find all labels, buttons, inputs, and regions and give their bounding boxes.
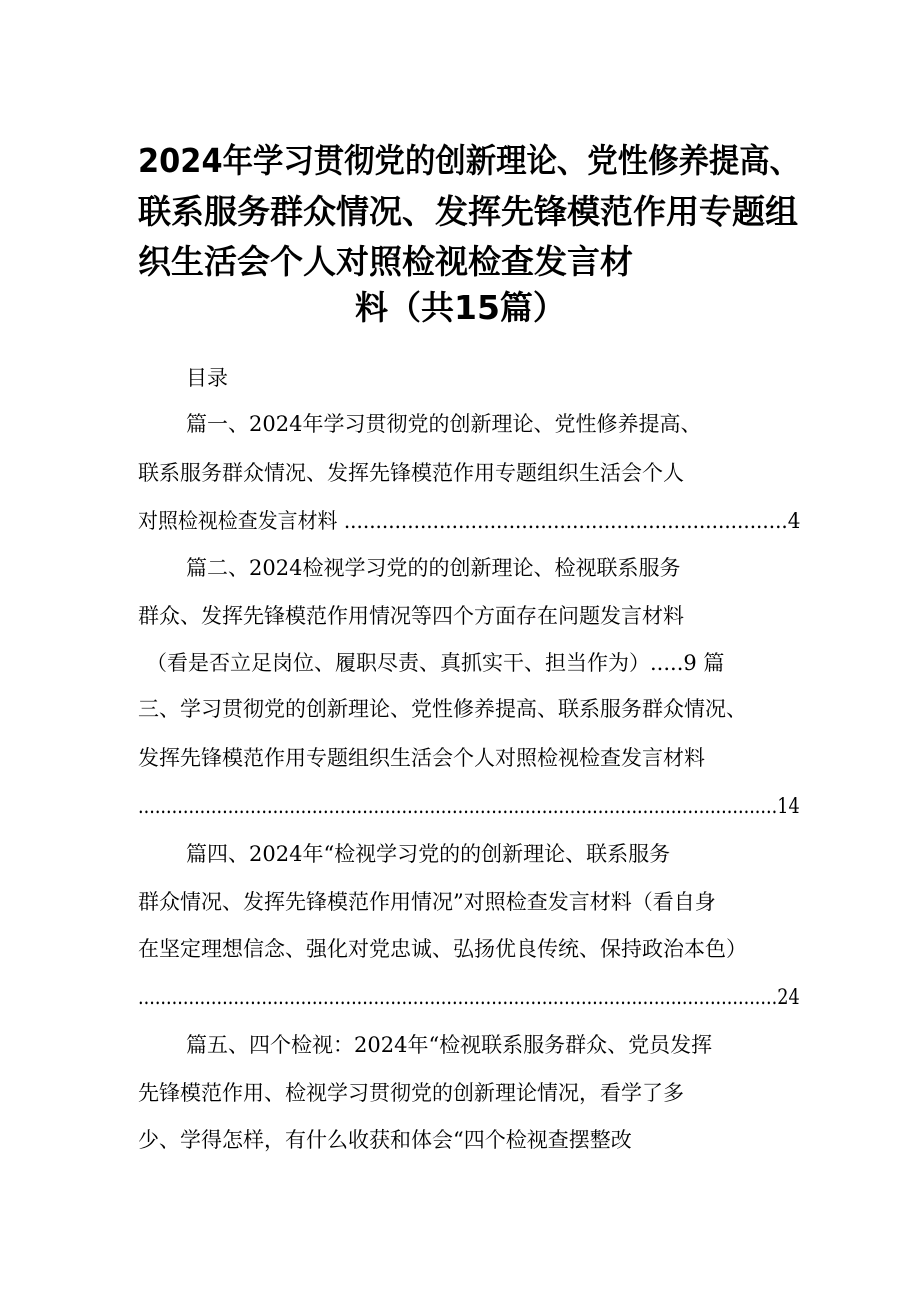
toc-entry-5-line-2: 先锋模范作用、检视学习贯彻党的创新理论情况，看学了多 (138, 1081, 684, 1105)
toc-entry-1-line-3: 对照检视检查发言材料 ......................................................................4 (138, 509, 801, 533)
toc-entry-3-line-3: ..................................................................................................................14 (138, 794, 800, 818)
toc-entry-5-line-3: 少、学得怎样，有什么收获和体会“四个检视查摆整改 (138, 1128, 632, 1152)
toc-entry-4-line-2: 群众情况、发挥先锋模范作用情况”对照检查发言材料（看自身 (138, 890, 716, 914)
toc-entry-1-line-1: 篇一、2024年学习贯彻党的创新理论、党性修养提高、 (186, 412, 702, 436)
toc-entry-2-line-3: （看是否立足岗位、履职尽责、真抓实干、担当作为）.....9 篇 (146, 651, 725, 675)
toc-entry-2-line-1: 篇二、2024检视学习党的的创新理论、检视联系服务 (186, 556, 681, 580)
document-title-line-2: 联系服务群众情况、发挥先锋模范作用专题组 (138, 192, 798, 231)
toc-heading: 目录 (186, 366, 228, 390)
toc-entry-4-line-3: 在坚定理想信念、强化对党忠诚、弘扬优良传统、保持政治本色） (138, 937, 747, 961)
toc-entry-2-line-2: 群众、发挥先锋模范作用情况等四个方面存在问题发言材料 (138, 604, 684, 628)
toc-entry-4-line-1: 篇四、2024年“检视学习党的的创新理论、联系服务 (186, 842, 671, 866)
toc-entry-4-line-4: ..................................................................................................................24 (138, 985, 800, 1009)
toc-entry-5-line-1: 篇五、四个检视：2024年“检视联系服务群众、党员发挥 (186, 1033, 713, 1057)
toc-entry-1-line-2: 联系服务群众情况、发挥先锋模范作用专题组织生活会个人 (138, 461, 684, 485)
document-title-line-1: 2024年学习贯彻党的创新理论、党性修养提高、 (138, 141, 801, 180)
document-title-line-4: 料（共15篇） (355, 288, 566, 327)
toc-entry-3-line-1: 三、学习贯彻党的创新理论、党性修养提高、联系服务群众情况、 (138, 697, 747, 721)
document-title-line-3: 织生活会个人对照检视检查发言材 (138, 242, 633, 281)
toc-entry-3-line-2: 发挥先锋模范作用专题组织生活会个人对照检视检查发言材料 (138, 746, 705, 770)
